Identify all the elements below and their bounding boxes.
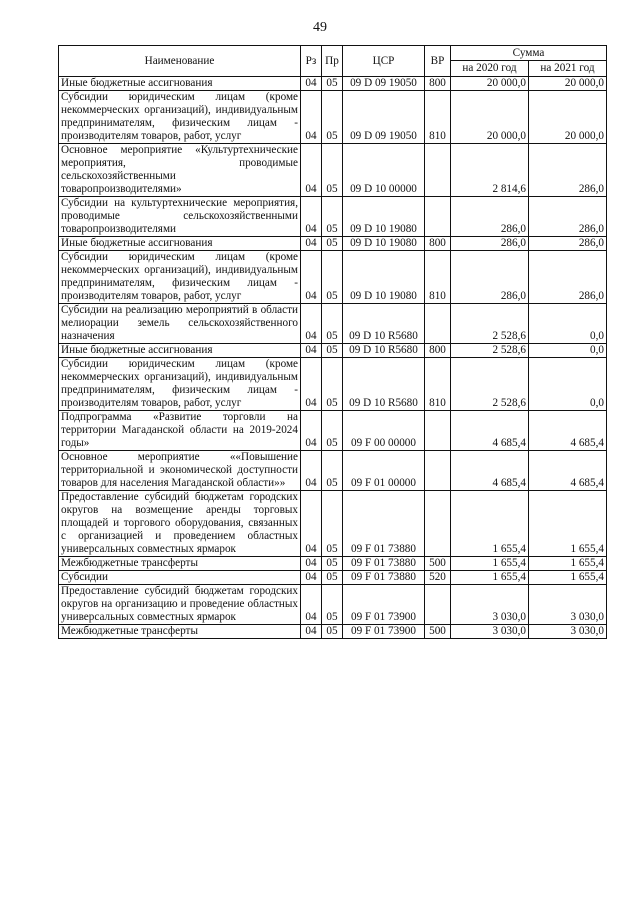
- row-name: Межбюджетные трансферты: [59, 625, 301, 639]
- row-vr: [425, 585, 451, 625]
- table-row: [59, 451, 607, 491]
- row-rz: 04: [301, 358, 322, 411]
- row-vr: 500: [425, 557, 451, 571]
- row-sum-2021: 4 685,4: [529, 411, 607, 451]
- row-rz: 04: [301, 557, 322, 571]
- row-csr: 09 F 00 00000: [343, 411, 425, 451]
- row-pr: 05: [322, 358, 343, 411]
- row-name: Субсидии: [59, 571, 301, 585]
- row-rz: 04: [301, 411, 322, 451]
- row-vr: [425, 451, 451, 491]
- row-vr: 810: [425, 91, 451, 144]
- row-name: Субсидии юридическим лицам (кроме некоммерческих организаций), индивидуальным предпринимателям, физическим лицам - производителям товаров, работ, услуг: [59, 358, 301, 411]
- row-pr: 05: [322, 557, 343, 571]
- table-row: [59, 358, 607, 411]
- header-name: Наименование: [59, 46, 301, 77]
- row-sum-2021: 1 655,4: [529, 491, 607, 557]
- row-vr: 810: [425, 251, 451, 304]
- row-sum-2021: 286,0: [529, 251, 607, 304]
- row-vr: 520: [425, 571, 451, 585]
- row-pr: 05: [322, 344, 343, 358]
- row-rz: 04: [301, 237, 322, 251]
- row-name: Основное мероприятие ««Повышение территориальной и экономической доступности товаров для населения Магаданской области»»: [59, 451, 301, 491]
- table-row: [59, 197, 607, 237]
- row-vr: 800: [425, 237, 451, 251]
- row-csr: 09 D 10 R5680: [343, 304, 425, 344]
- table-row: [59, 344, 607, 358]
- row-sum-2020: 4 685,4: [451, 411, 529, 451]
- row-sum-2020: 2 528,6: [451, 304, 529, 344]
- row-sum-2021: 20 000,0: [529, 77, 607, 91]
- row-sum-2021: 0,0: [529, 344, 607, 358]
- row-sum-2021: 3 030,0: [529, 625, 607, 639]
- row-name: Субсидии на культуртехнические мероприятия, проводимые сельскохозяйственными товаропроизводителями: [59, 197, 301, 237]
- row-rz: 04: [301, 571, 322, 585]
- row-csr: 09 F 01 00000: [343, 451, 425, 491]
- row-sum-2020: 2 528,6: [451, 344, 529, 358]
- row-name: Предоставление субсидий бюджетам городских округов на организацию и проведение областных универсальных совместных ярмарок: [59, 585, 301, 625]
- header-csr: ЦСР: [343, 46, 425, 77]
- row-rz: 04: [301, 344, 322, 358]
- row-vr: [425, 197, 451, 237]
- table-row: [59, 237, 607, 251]
- row-vr: [425, 491, 451, 557]
- row-pr: 05: [322, 91, 343, 144]
- row-rz: 04: [301, 625, 322, 639]
- table-row: [59, 304, 607, 344]
- row-csr: 09 D 10 00000: [343, 144, 425, 197]
- budget-table: [58, 45, 607, 639]
- row-sum-2020: 20 000,0: [451, 77, 529, 91]
- row-csr: 09 F 01 73880: [343, 571, 425, 585]
- table-row: [59, 91, 607, 144]
- table-row: [59, 625, 607, 639]
- row-vr: 800: [425, 77, 451, 91]
- row-csr: 09 D 10 19080: [343, 237, 425, 251]
- row-sum-2020: 286,0: [451, 197, 529, 237]
- row-rz: 04: [301, 491, 322, 557]
- header-vr: ВР: [425, 46, 451, 77]
- row-csr: 09 F 01 73880: [343, 491, 425, 557]
- row-name: Иные бюджетные ассигнования: [59, 77, 301, 91]
- row-rz: 04: [301, 304, 322, 344]
- row-vr: [425, 304, 451, 344]
- row-pr: 05: [322, 571, 343, 585]
- row-pr: 05: [322, 77, 343, 91]
- row-pr: 05: [322, 237, 343, 251]
- row-sum-2021: 286,0: [529, 144, 607, 197]
- row-sum-2020: 286,0: [451, 251, 529, 304]
- row-name: Иные бюджетные ассигнования: [59, 237, 301, 251]
- table-row: [59, 585, 607, 625]
- row-rz: 04: [301, 91, 322, 144]
- row-csr: 09 D 10 19080: [343, 251, 425, 304]
- row-sum-2021: 1 655,4: [529, 571, 607, 585]
- row-vr: [425, 144, 451, 197]
- row-sum-2021: 0,0: [529, 358, 607, 411]
- row-name: Межбюджетные трансферты: [59, 557, 301, 571]
- page-number: 49: [313, 20, 327, 35]
- header-year-2021: на 2021 год: [529, 61, 607, 77]
- row-sum-2020: 1 655,4: [451, 557, 529, 571]
- row-sum-2020: 3 030,0: [451, 625, 529, 639]
- row-sum-2021: 4 685,4: [529, 451, 607, 491]
- row-sum-2021: 286,0: [529, 197, 607, 237]
- row-csr: 09 D 10 19080: [343, 197, 425, 237]
- row-name: Субсидии юридическим лицам (кроме некоммерческих организаций), индивидуальным предпринимателям, физическим лицам - производителям товаров, работ, услуг: [59, 251, 301, 304]
- table-row: [59, 251, 607, 304]
- row-name: Предоставление субсидий бюджетам городских округов на возмещение аренды торговых площадей и торгового оборудования, связанных с организацией и проведением областных универсальных совместных ярмарок: [59, 491, 301, 557]
- row-pr: 05: [322, 625, 343, 639]
- row-vr: 810: [425, 358, 451, 411]
- row-csr: 09 F 01 73900: [343, 625, 425, 639]
- row-sum-2021: 1 655,4: [529, 557, 607, 571]
- row-vr: 800: [425, 344, 451, 358]
- row-vr: 500: [425, 625, 451, 639]
- row-sum-2021: 286,0: [529, 237, 607, 251]
- row-sum-2021: 0,0: [529, 304, 607, 344]
- row-name: Субсидии юридическим лицам (кроме некоммерческих организаций), индивидуальным предпринимателям, физическим лицам - производителям товаров, работ, услуг: [59, 91, 301, 144]
- table-row: [59, 557, 607, 571]
- header-rz: Рз: [301, 46, 322, 77]
- row-sum-2020: 2 528,6: [451, 358, 529, 411]
- row-name: Подпрограмма «Развитие торговли на территории Магаданской области на 2019-2024 годы»: [59, 411, 301, 451]
- row-name: Субсидии на реализацию мероприятий в области мелиорации земель сельскохозяйственного назначения: [59, 304, 301, 344]
- table-header: [59, 46, 607, 77]
- table-row: [59, 411, 607, 451]
- row-csr: 09 F 01 73900: [343, 585, 425, 625]
- row-vr: [425, 411, 451, 451]
- row-rz: 04: [301, 197, 322, 237]
- row-pr: 05: [322, 491, 343, 557]
- row-sum-2021: 20 000,0: [529, 91, 607, 144]
- row-sum-2020: 286,0: [451, 237, 529, 251]
- row-name: Иные бюджетные ассигнования: [59, 344, 301, 358]
- row-pr: 05: [322, 304, 343, 344]
- row-csr: 09 D 10 R5680: [343, 344, 425, 358]
- table-body: [59, 77, 607, 639]
- row-pr: 05: [322, 451, 343, 491]
- header-sum: Сумма: [451, 46, 607, 61]
- header-year-2020: на 2020 год: [451, 61, 529, 77]
- row-rz: 04: [301, 585, 322, 625]
- row-rz: 04: [301, 144, 322, 197]
- row-sum-2021: 3 030,0: [529, 585, 607, 625]
- table-row: [59, 571, 607, 585]
- row-pr: 05: [322, 144, 343, 197]
- row-sum-2020: 1 655,4: [451, 571, 529, 585]
- row-sum-2020: 4 685,4: [451, 451, 529, 491]
- row-rz: 04: [301, 251, 322, 304]
- row-csr: 09 F 01 73880: [343, 557, 425, 571]
- row-csr: 09 D 09 19050: [343, 91, 425, 144]
- table-row: [59, 491, 607, 557]
- row-sum-2020: 2 814,6: [451, 144, 529, 197]
- row-sum-2020: 1 655,4: [451, 491, 529, 557]
- table-row: [59, 77, 607, 91]
- row-pr: 05: [322, 585, 343, 625]
- row-csr: 09 D 10 R5680: [343, 358, 425, 411]
- row-pr: 05: [322, 251, 343, 304]
- header-pr: Пр: [322, 46, 343, 77]
- row-rz: 04: [301, 451, 322, 491]
- row-rz: 04: [301, 77, 322, 91]
- table-row: [59, 144, 607, 197]
- row-sum-2020: 20 000,0: [451, 91, 529, 144]
- row-sum-2020: 3 030,0: [451, 585, 529, 625]
- row-name: Основное мероприятие «Культуртехнические мероприятия, проводимые сельскохозяйственными товаропроизводителями»: [59, 144, 301, 197]
- row-csr: 09 D 09 19050: [343, 77, 425, 91]
- row-pr: 05: [322, 411, 343, 451]
- row-pr: 05: [322, 197, 343, 237]
